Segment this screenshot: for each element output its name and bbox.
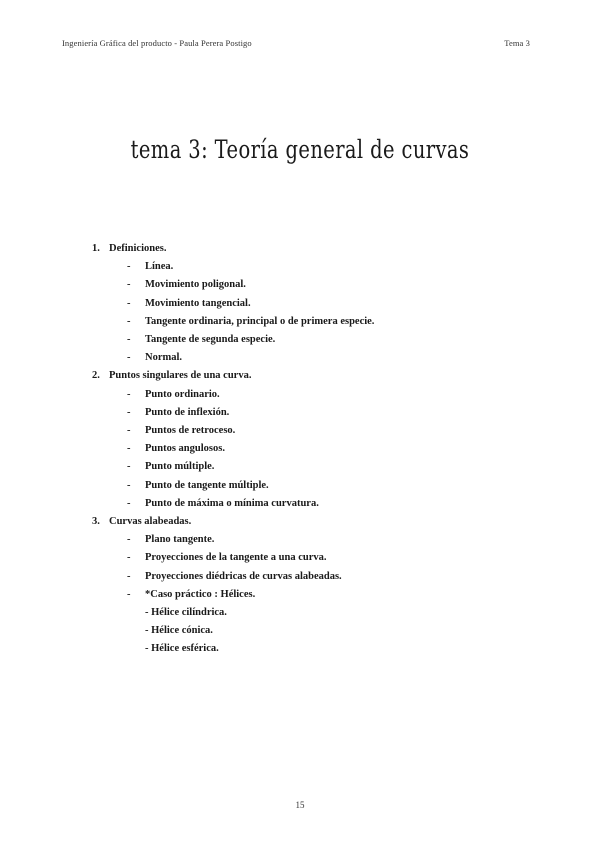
list-dash: - [127, 588, 131, 600]
nested-list-item: - Hélice cónica. [145, 625, 213, 637]
list-dash: - [127, 534, 131, 546]
list-dash: - [127, 570, 131, 582]
list-item [92, 386, 374, 404]
list-item-text: Proyecciones diédricas de curvas alabeadas. [145, 570, 342, 582]
header-chapter: Tema 3 [504, 38, 530, 48]
list-dash: - [127, 443, 131, 455]
list-dash: - [127, 297, 131, 309]
list-item-text: Puntos de retroceso. [145, 425, 236, 437]
list-item-text: Proyecciones de la tangente a una curva. [145, 552, 327, 564]
section-number: 1. [92, 243, 100, 254]
list-dash: - [127, 261, 131, 273]
list-dash: - [127, 352, 131, 364]
page-header [62, 38, 530, 48]
list-dash: - [127, 479, 131, 491]
list-dash: - [127, 425, 131, 437]
list-item [92, 586, 374, 604]
list-item-text: Movimiento poligonal. [145, 279, 246, 291]
list-item-text: Puntos angulosos. [145, 443, 225, 455]
list-item [92, 349, 374, 367]
list-item-text: Punto de tangente múltiple. [145, 479, 269, 491]
nested-list-item: - Hélice esférica. [145, 643, 219, 655]
list-item-text: Tangente de segunda especie. [145, 334, 276, 346]
list-item [92, 422, 374, 440]
list-item [92, 440, 374, 458]
list-item [92, 549, 374, 567]
list-item [92, 404, 374, 422]
list-item [92, 258, 374, 276]
section-title: Puntos singulares de una curva. [109, 370, 252, 382]
list-item [92, 531, 374, 549]
list-item-text: Punto múltiple. [145, 461, 215, 473]
section-title: Definiciones. [109, 243, 167, 254]
list-item-text: Línea. [145, 261, 174, 273]
list-item [92, 295, 374, 313]
list-item-text: Punto de máxima o mínima curvatura. [145, 497, 319, 509]
list-dash: - [127, 552, 131, 564]
list-dash: - [127, 406, 131, 418]
nested-list-item: - Hélice cilíndrica. [145, 607, 227, 619]
list-item-text: Normal. [145, 352, 183, 364]
list-dash: - [127, 315, 131, 327]
list-item-text: Plano tangente. [145, 534, 215, 546]
list-dash: - [127, 279, 131, 291]
list-item [92, 495, 374, 513]
list-item [92, 568, 374, 586]
page-title: tema 3: Teoría general de curvas [130, 135, 470, 164]
list-dash: - [127, 388, 131, 400]
section-heading [92, 513, 374, 531]
list-dash: - [127, 497, 131, 509]
table-of-contents [92, 240, 374, 659]
list-item-text: Tangente ordinaria, principal o de primera especie. [145, 315, 375, 327]
list-item-text: Movimiento tangencial. [145, 297, 251, 309]
list-item [92, 477, 374, 495]
section-heading [92, 367, 374, 385]
list-item-text: Punto ordinario. [145, 388, 220, 400]
section-title: Curvas alabeadas. [109, 516, 192, 528]
list-item [92, 276, 374, 294]
header-document-title: Ingeniería Gráfica del producto - Paula Perera Postigo [62, 38, 252, 48]
list-item [92, 313, 374, 331]
list-dash: - [127, 334, 131, 346]
page-number: 15 [295, 800, 305, 810]
section-heading [92, 240, 374, 258]
section-number: 3. [92, 516, 100, 528]
section-number: 2. [92, 370, 100, 382]
list-item-text: Punto de inflexión. [145, 406, 230, 418]
list-item [92, 458, 374, 476]
list-item-text: *Caso práctico : Hélices. [145, 588, 256, 600]
list-item [92, 331, 374, 349]
list-dash: - [127, 461, 131, 473]
